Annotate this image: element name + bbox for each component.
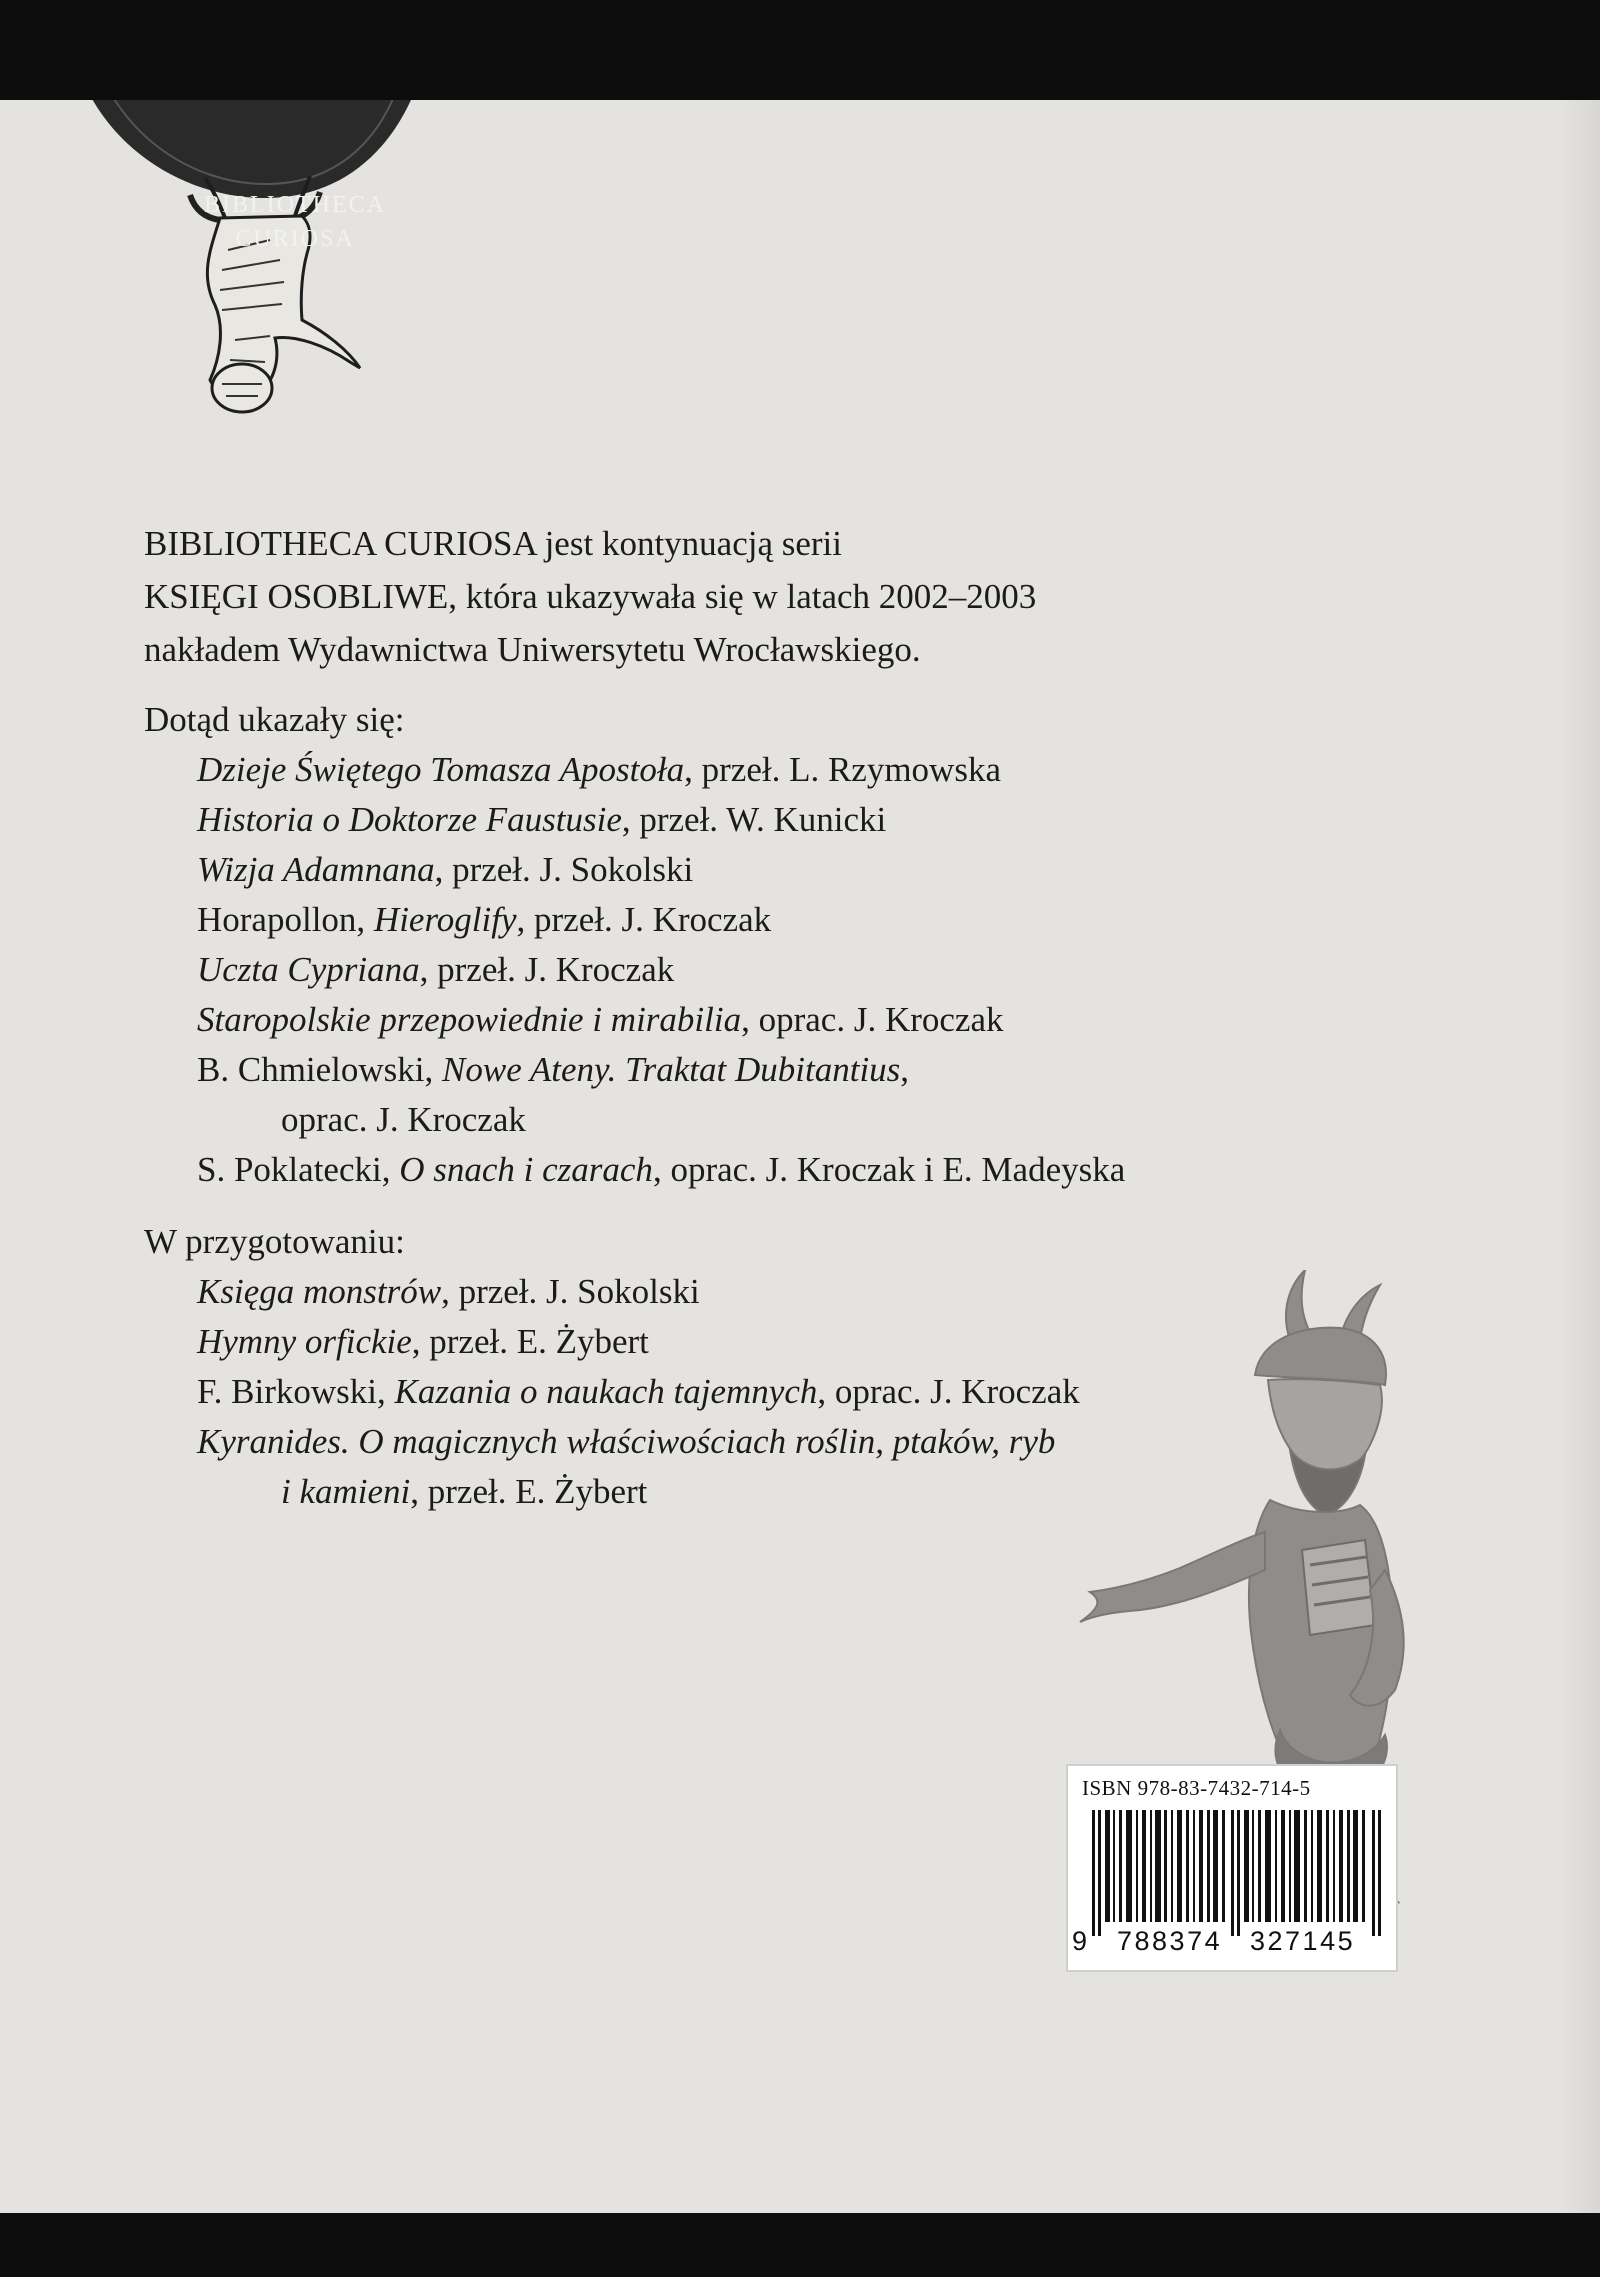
isbn-barcode: [1066, 1764, 1398, 1972]
intro-line-1: BIBLIOTHECA CURIOSA jest kontynuacją serii: [144, 524, 843, 563]
isbn-number: ISBN 978-83-7432-714-5: [1082, 1776, 1311, 1800]
published-item-continuation: oprac. J. Kroczak: [281, 1100, 526, 1139]
intro-line-2: KSIĘGI OSOBLIWE, która ukazywała się w latach 2002–2003: [144, 577, 1037, 616]
published-item: Historia o Doktorze Faustusie, przeł. W. Kunicki: [197, 800, 887, 839]
upcoming-item: Hymny orfickie, przeł. E. Żybert: [197, 1322, 649, 1361]
upcoming-item: F. Birkowski, Kazania o naukach tajemnych, oprac. J. Kroczak: [197, 1372, 1080, 1411]
logo-title-line2: CURIOSA: [235, 226, 355, 252]
series-logo: [70, 100, 430, 430]
published-item: S. Poklatecki, O snach i czarach, oprac. J. Kroczak i E. Madeyska: [197, 1150, 1126, 1189]
logo-title-line1: BIBLIOTHECA: [204, 192, 386, 218]
published-item: B. Chmielowski, Nowe Ateny. Traktat Dubitantius,: [197, 1050, 910, 1089]
published-heading: Dotąd ukazały się:: [144, 700, 405, 739]
barcode-digits: [1068, 1926, 1400, 1966]
upcoming-heading: W przygotowaniu:: [144, 1222, 405, 1261]
published-item: Dzieje Świętego Tomasza Apostoła, przeł. L. Rzymowska: [197, 750, 1001, 789]
barcode-digits-right: 327145: [1250, 1926, 1356, 1956]
upside-down-figure-holding-globe-icon: [70, 100, 430, 430]
barcode-digit-first: 9: [1072, 1926, 1088, 1956]
published-item: Uczta Cypriana, przeł. J. Kroczak: [197, 950, 675, 989]
published-item: Wizja Adamnana, przeł. J. Sokolski: [197, 850, 694, 889]
intro-line-3: nakładem Wydawnictwa Uniwersytetu Wrocławskiego.: [144, 630, 921, 669]
cover-edge-shadow: [1560, 100, 1600, 2213]
barcode-bars: [1092, 1810, 1382, 1936]
upcoming-item-continuation: i kamieni, przeł. E. Żybert: [281, 1472, 648, 1511]
upcoming-item: Księga monstrów, przeł. J. Sokolski: [197, 1272, 700, 1311]
upcoming-item: Kyranides. O magicznych właściwościach roślin, ptaków, ryb: [197, 1422, 1056, 1461]
published-item: Staropolskie przepowiednie i mirabilia, oprac. J. Kroczak: [197, 1000, 1004, 1039]
published-item: Horapollon, Hieroglify, przeł. J. Kroczak: [197, 900, 772, 939]
barcode-digits-left: 788374: [1117, 1926, 1223, 1956]
